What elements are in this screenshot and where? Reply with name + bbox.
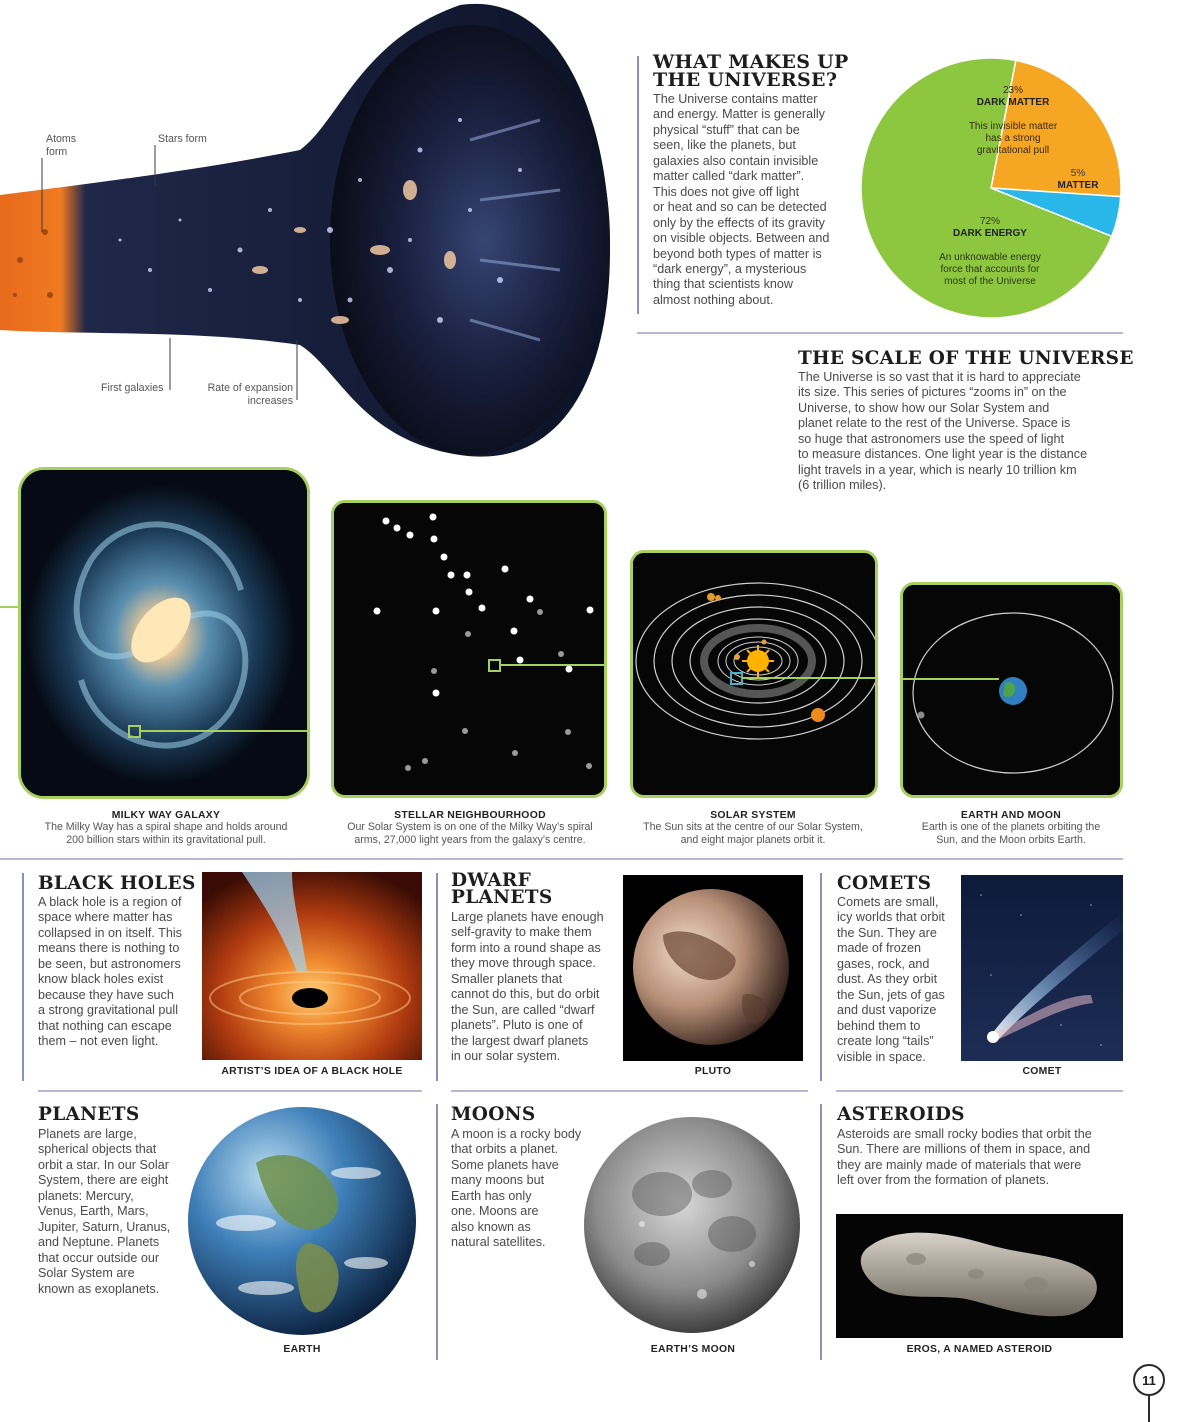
panel-caption-text: Earth is one of the planets orbiting the Sun, and the Moon orbits Earth. xyxy=(921,821,1101,846)
asteroids-body: Asteroids are small rocky bodies that orbit the Sun. There are millions of them in space, and they are mainly made of materials that were left over from the formation of planets. xyxy=(837,1127,1092,1188)
page-number: 11 xyxy=(1142,1372,1156,1388)
panel-stellar-neighbourhood xyxy=(331,500,607,798)
panel-caption-text: The Sun sits at the centre of our Solar System, and eight major planets orbit it. xyxy=(643,821,863,846)
planets-body: Planets are large, spherical objects that orbit a star. In our Solar System, there are eight planets: Mercury, Venus, Earth, Mars, Jupiter, Saturn, Uranus, and Neptune. Planets that occur outside our Solar System are known as exoplanets. xyxy=(38,1127,171,1296)
panel-earth-and-moon xyxy=(900,582,1123,798)
row-divider xyxy=(836,1090,1123,1092)
comet-image xyxy=(961,875,1123,1061)
comets-body: Comets are small, icy worlds that orbit the Sun. They are made of frozen gases, rock, and dust. As they orbit the Sun, jets of gas and dust vaporize behind them to create long “tails” visible in space. xyxy=(837,895,945,1064)
panel-milky-way xyxy=(18,467,310,799)
black-holes-title: BLACK HOLES xyxy=(38,873,196,894)
page-number-badge xyxy=(1133,1364,1165,1396)
scale-title: THE SCALE OF THE UNIVERSE xyxy=(798,348,1134,369)
black-hole-caption: ARTIST’S IDEA OF A BLACK HOLE xyxy=(221,1066,403,1077)
makeup-body: The Universe contains matter and energy. Matter is generally physical “stuff” that can be seen, like the planets, but galaxies also contain invisible matter called “dark matter”. This does not give off light or heat and so can be detected only by the effects of its gravity on visible objects. Between and beyond both types of matter is “dark energy”, a mysterious thing that scientists know almost nothing about. xyxy=(653,92,830,307)
pluto-image xyxy=(623,875,803,1061)
dark-energy-label: DARK ENERGY xyxy=(953,228,1027,239)
column-divider xyxy=(820,1104,822,1360)
matter-percent: 5% xyxy=(1070,168,1086,179)
earth-image xyxy=(186,1103,420,1339)
column-divider xyxy=(436,873,438,1081)
panel-caption-milky-way xyxy=(18,810,314,846)
panel-caption-solar-system xyxy=(622,810,884,846)
dark-matter-percent: 23% xyxy=(1002,85,1023,96)
dark-energy-note: An unknowable energy force that accounts for most of the Universe xyxy=(939,252,1041,287)
panel-caption-title: EARTH AND MOON xyxy=(960,810,1062,821)
earth-caption: EARTH xyxy=(283,1344,321,1355)
panel-caption-title: STELLAR NEIGHBOURHOOD xyxy=(394,810,546,821)
solar-system-image xyxy=(633,553,875,795)
panel-caption-stellar xyxy=(320,810,620,846)
column-divider xyxy=(22,873,24,1081)
page-number-tick xyxy=(1148,1396,1150,1422)
pie-label-dark-matter xyxy=(958,73,1068,157)
column-divider xyxy=(436,1104,438,1360)
black-holes-body: A black hole is a region of space where matter has collapsed in on itself. This means there is nothing to be seen, but astronomers know black holes exist because they have such a strong gravitational pull that nothing can escape them – not even light. xyxy=(38,895,182,1049)
column-divider xyxy=(820,873,822,1081)
asteroid-caption: EROS, A NAMED ASTEROID xyxy=(906,1344,1053,1355)
comets-title: COMETS xyxy=(837,873,932,894)
planets-title: PLANETS xyxy=(38,1104,140,1125)
panel-caption-text: Our Solar System is on one of the Milky Way’s spiral arms, 27,000 light years from the galaxy’s centre. xyxy=(347,821,593,846)
pie-label-dark-energy xyxy=(920,204,1060,288)
panel-caption-title: SOLAR SYSTEM xyxy=(710,810,796,821)
divider-horizontal xyxy=(637,332,1123,334)
scale-body: The Universe is so vast that it is hard to appreciate its size. This series of pictures “zooms in” on the Universe, to show how our Solar System and planet relate to the rest of the Universe. Space is so huge that astronomers use the speed of light to measure distances. One light year is the distance light travels in a year, which is nearly 10 trillion km (6 trillion miles). xyxy=(798,370,1088,493)
black-hole-image xyxy=(202,872,422,1060)
label-first-galaxies: First galaxies xyxy=(101,382,164,394)
panel-solar-system xyxy=(630,550,878,798)
row-divider xyxy=(451,1090,808,1092)
dark-energy-percent: 72% xyxy=(979,216,1000,227)
makeup-title: WHAT MAKES UP THE UNIVERSE? xyxy=(653,51,849,91)
stellar-neighbourhood-image xyxy=(334,503,604,795)
divider-vertical xyxy=(637,56,639,314)
universe-timeline-illustration xyxy=(0,0,640,460)
comet-caption: COMET xyxy=(1022,1066,1062,1077)
panel-caption-text: The Milky Way has a spiral shape and holds around 200 billion stars within its gravitational pull. xyxy=(44,821,288,846)
dark-matter-note: This invisible matter has a strong gravitational pull xyxy=(968,121,1058,156)
pluto-caption: PLUTO xyxy=(694,1066,732,1077)
matter-label: MATTER xyxy=(1057,180,1099,191)
dwarf-planets-title: DWARF PLANETS xyxy=(451,870,553,908)
matter-energy-pie-chart xyxy=(858,55,1124,321)
milky-way-galaxy-image xyxy=(21,470,307,796)
label-stars-form: Stars form xyxy=(158,133,207,145)
row-divider xyxy=(38,1090,422,1092)
panel-caption-earth-moon xyxy=(896,810,1126,846)
moons-body: A moon is a rocky body that orbits a planet. Some planets have many moons but Earth has only one. Moons are also known as natural satellites. xyxy=(451,1127,582,1250)
pie-label-matter xyxy=(1054,156,1102,204)
asteroids-title: ASTEROIDS xyxy=(837,1104,965,1125)
asteroid-image xyxy=(836,1214,1123,1338)
universe-expansion-funnel xyxy=(0,0,640,460)
label-rate-of-expansion: Rate of expansion increases xyxy=(207,382,293,407)
moon-caption: EARTH’S MOON xyxy=(650,1344,736,1355)
zoom-connector-line xyxy=(0,606,20,608)
dwarf-planets-body: Large planets have enough self-gravity to make them form into a round shape as they move through space. Smaller planets that cannot do this, but do orbit the Sun, are called “dwarf planets”. Pluto is one of the largest dwarf planets in our solar system. xyxy=(451,910,604,1064)
panel-caption-title: MILKY WAY GALAXY xyxy=(111,810,221,821)
label-atoms-form: Atoms form xyxy=(46,133,77,158)
moons-title: MOONS xyxy=(451,1104,536,1125)
divider-horizontal xyxy=(0,858,1123,860)
moon-image xyxy=(582,1114,802,1336)
dark-matter-label: DARK MATTER xyxy=(976,97,1050,108)
earth-and-moon-image xyxy=(903,585,1120,795)
